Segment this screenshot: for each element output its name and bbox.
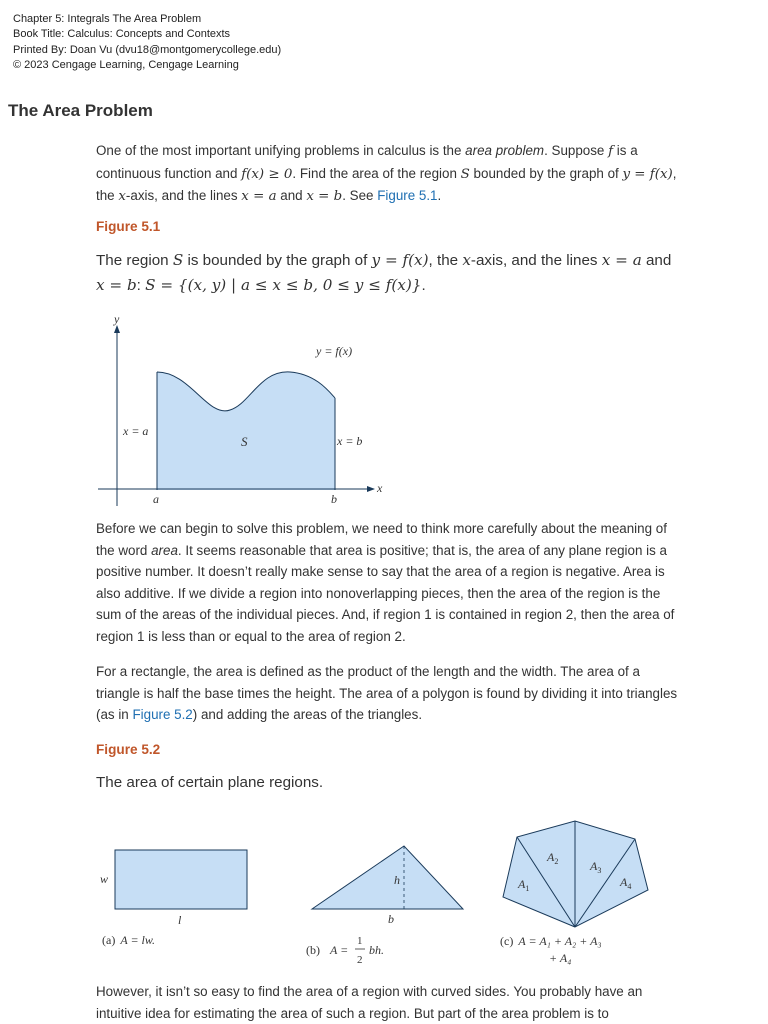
rectangle-shape — [115, 850, 247, 909]
triangle-fraction-num: 1 — [357, 935, 363, 947]
curve-label: y = f(x) — [316, 344, 353, 358]
figure-5-1-graph — [90, 310, 400, 510]
polygon-caption-line2: + A₄ — [549, 951, 572, 965]
figure-5-1-link[interactable]: Figure 5.1 — [377, 188, 438, 204]
triangle-fraction-den: 2 — [357, 954, 363, 966]
intro-paragraph: One of the most important unifying problems in calculus is the area problem. Suppose f is a continuous function and f(x) ≥ 0. Find the area of the region S bounded by the graph of y = f(x), the x-axis, and the lines x = a and x = b. See Figure 5.1. — [96, 143, 677, 205]
left-line-label: x = a — [123, 424, 149, 438]
figure-5-1-caption: The region S is bounded by the graph of y = f(x), the x-axis, and the lines x = a and x = b: S = {(x, y) | a ≤ x ≤ b, 0 ≤ y ≤ f(x)}. — [96, 251, 672, 294]
triangle-base-label: b — [388, 912, 394, 926]
y-axis-label: y — [114, 312, 120, 326]
poly-label-a4: $A_4$ — [620, 875, 632, 891]
figure-5-2-label: Figure 5.2 — [96, 742, 161, 757]
region-s — [157, 372, 335, 490]
poly-label-a3: $A_3$ — [590, 859, 602, 875]
b-tick-label: b — [331, 492, 337, 506]
header-chapter: Chapter 5: Integrals The Area Problem — [13, 13, 202, 25]
region-label: S — [241, 434, 248, 449]
figure-5-2-graph — [90, 810, 670, 975]
poly-label-a2: $A_2$ — [547, 850, 559, 866]
poly-label-a1: $A_1$ — [518, 877, 530, 893]
header-book-title: Book Title: Calculus: Concepts and Contexts — [13, 28, 231, 41]
a-tick-label: a — [153, 492, 159, 506]
triangle-height-label: h — [394, 873, 400, 887]
area-properties-paragraph: Before we can begin to solve this problem, we need to think more carefully about the meaning of the word area. It seems reasonable that area is positive; that is, the area of any plane region is a positive number. It doesn’t really make sense to say that the area of a region is negative. Area is also additive. If we divide a region into nonoverlapping pieces, then the area of the region is the sum of the areas of the individual pieces. And, if region 1 is contained in region 2, then the area of region 1 is less than or equal to the area of region 2. — [96, 521, 675, 644]
triangle-formula-a: A = — [330, 943, 349, 957]
polygon-caption-line1: (c) A = A₁ + A₂ + A₃ — [500, 934, 602, 948]
right-line-label: x = b — [337, 434, 363, 448]
rect-caption: (a) A = lw. — [102, 933, 155, 947]
figure-5-2-link[interactable]: Figure 5.2 — [132, 707, 193, 723]
header-copyright: © 2023 Cengage Learning, Cengage Learning — [13, 58, 239, 71]
section-title: The Area Problem — [8, 101, 153, 120]
polygon-area-paragraph: For a rectangle, the area is defined as the product of the length and the width. The area of a triangle is half the base times the height. The area of a polygon is found by dividing it into triangles (as in Figure 5.2) and adding the areas of the triangles. — [96, 664, 678, 723]
triangle-caption-label: (b) — [306, 943, 320, 957]
triangle-shape — [312, 846, 463, 909]
header-printed-by: Printed By: Doan Vu (dvu18@montgomerycollege.edu) — [13, 43, 282, 56]
figure-5-1-label: Figure 5.1 — [96, 219, 161, 234]
triangle-formula-bh: bh. — [369, 943, 384, 957]
rect-width-label: w — [100, 872, 109, 886]
x-axis-label: x — [377, 481, 383, 495]
figure-5-2-caption: The area of certain plane regions. — [96, 774, 324, 791]
curved-sides-paragraph: However, it isn’t so easy to find the area of a region with curved sides. You probably have an intuitive idea for estimating the area of such a region. But part of the area problem is to — [96, 984, 643, 1021]
print-header — [13, 12, 281, 73]
rect-length-label: l — [178, 913, 182, 927]
